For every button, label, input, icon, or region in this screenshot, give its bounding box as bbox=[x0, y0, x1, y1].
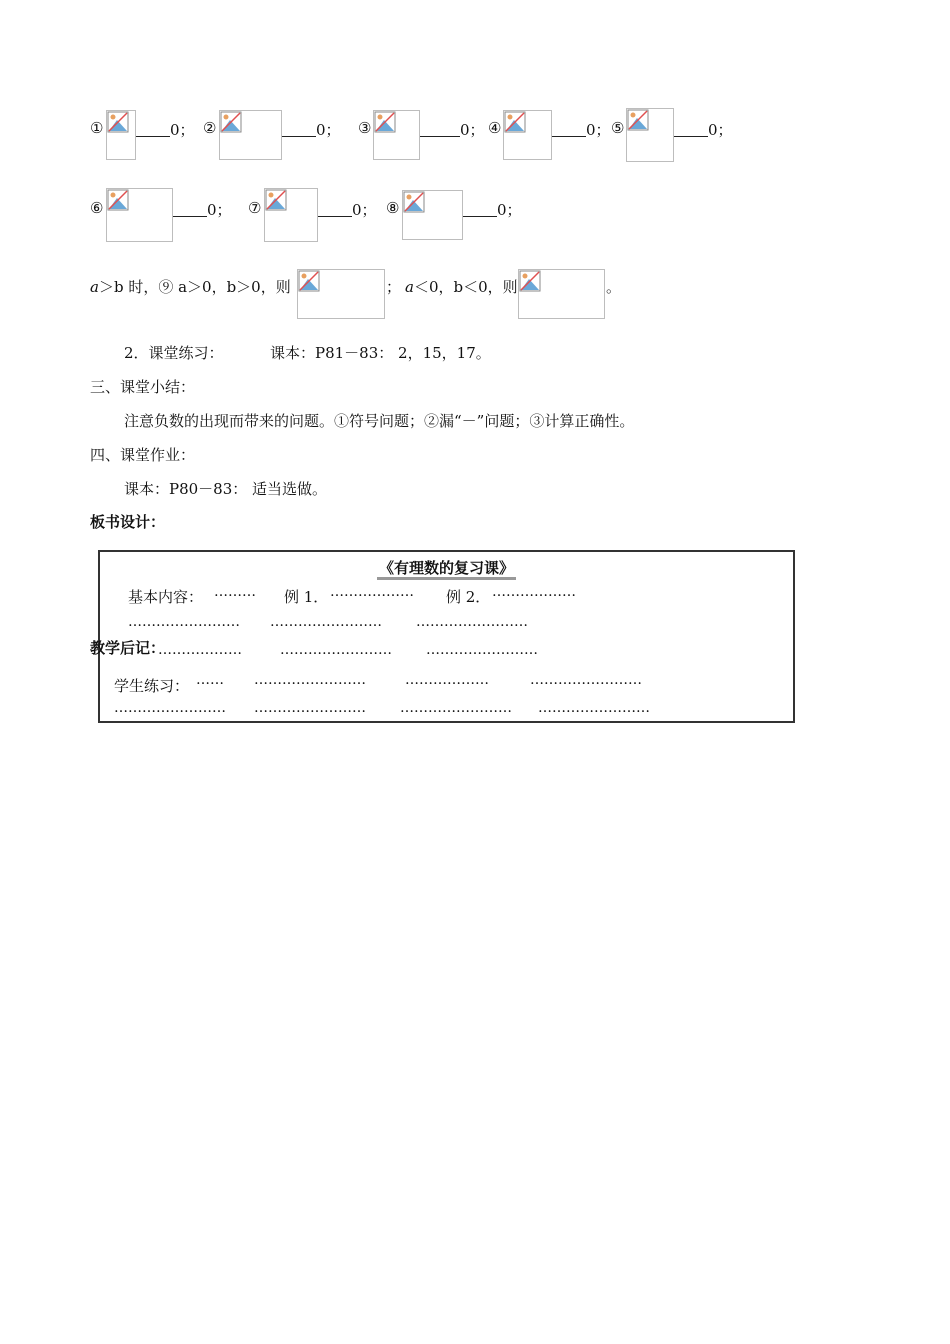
answer-blank[interactable] bbox=[173, 202, 207, 217]
summary-heading: 三、课堂小结： bbox=[90, 378, 196, 396]
answer-blank[interactable] bbox=[318, 202, 352, 217]
dots-line-5b: …………………… bbox=[254, 700, 366, 716]
answer-blank[interactable] bbox=[674, 122, 708, 137]
practice-label: 2．课堂练习： bbox=[124, 344, 224, 362]
item-num-6: ⑥ bbox=[90, 199, 104, 217]
broken-image-icon bbox=[220, 111, 242, 133]
dots-example-1: ……………… bbox=[330, 584, 414, 600]
item-num-2: ② bbox=[203, 119, 217, 137]
board-design-box bbox=[98, 550, 795, 723]
broken-image-icon bbox=[519, 270, 541, 292]
summary-content: 注意负数的出现而带来的问题。①符号问题；②漏“－”问题；③计算正确性。 bbox=[124, 412, 635, 430]
example-2-label: 例 2． bbox=[446, 588, 491, 606]
broken-image-icon bbox=[403, 191, 425, 213]
formula-image-1 bbox=[106, 110, 136, 160]
dots-line-4c: ……………… bbox=[405, 672, 489, 688]
dots-student: …… bbox=[196, 672, 224, 688]
broken-image-icon bbox=[504, 111, 526, 133]
formula-image-4 bbox=[503, 110, 552, 160]
homework-content: 课本：P80－83： 适当选做。 bbox=[124, 480, 328, 498]
item-rhs-3: 0； bbox=[460, 121, 485, 139]
item-num-7: ⑦ bbox=[248, 199, 262, 217]
dots-line-4d: …………………… bbox=[530, 672, 642, 688]
answer-blank[interactable] bbox=[282, 122, 316, 137]
item-num-1: ① bbox=[90, 119, 104, 137]
homework-heading: 四、课堂作业： bbox=[90, 446, 196, 464]
item-rhs-1: 0； bbox=[170, 121, 195, 139]
formula-image-5 bbox=[626, 108, 674, 162]
broken-image-icon bbox=[107, 189, 129, 211]
formula-image-3 bbox=[373, 110, 420, 160]
broken-image-icon bbox=[627, 109, 649, 131]
formula-image-6 bbox=[106, 188, 173, 242]
formula-image-9 bbox=[297, 269, 385, 319]
formula-image-7 bbox=[264, 188, 318, 242]
condition-negative: ＜0，b＜0，则 bbox=[413, 278, 518, 296]
item-num-8: ⑧ bbox=[386, 199, 400, 217]
item-num-3: ③ bbox=[358, 119, 372, 137]
formula-image-8 bbox=[402, 190, 463, 240]
item-rhs-2: 0； bbox=[316, 121, 341, 139]
broken-image-icon bbox=[107, 111, 129, 133]
dots-line-2b: …………………… bbox=[270, 614, 382, 630]
basic-content-label: 基本内容： bbox=[128, 588, 204, 606]
item-rhs-6: 0； bbox=[207, 201, 232, 219]
dots-line-5a: …………………… bbox=[114, 700, 226, 716]
dots-line-3c: …………………… bbox=[426, 642, 538, 658]
formula-image-2 bbox=[219, 110, 282, 160]
item-num-4: ④ bbox=[488, 119, 502, 137]
dots-basic: ……… bbox=[214, 584, 256, 600]
example-1-label: 例 1． bbox=[284, 588, 329, 606]
condition-positive: ＞b 时，⑨ a＞0，b＞0，则 bbox=[98, 278, 291, 296]
answer-blank[interactable] bbox=[136, 122, 170, 137]
answer-blank[interactable] bbox=[552, 122, 586, 137]
sentence-end: 。 bbox=[606, 278, 622, 296]
dots-line-2a: …………………… bbox=[128, 614, 240, 630]
teaching-notes-heading: 教学后记： bbox=[90, 639, 166, 657]
practice-content: 课本：P81－83： 2，15，17。 bbox=[270, 344, 491, 362]
answer-blank[interactable] bbox=[420, 122, 460, 137]
broken-image-icon bbox=[298, 270, 320, 292]
item-rhs-8: 0； bbox=[497, 201, 522, 219]
board-title: 《有理数的复习课》 bbox=[377, 559, 516, 580]
item-num-5: ⑤ bbox=[611, 119, 625, 137]
dots-line-3a: ……………… bbox=[158, 642, 242, 658]
separator: ； bbox=[386, 278, 402, 296]
dots-line-4b: …………………… bbox=[254, 672, 366, 688]
broken-image-icon bbox=[374, 111, 396, 133]
dots-line-5d: …………………… bbox=[538, 700, 650, 716]
variable-a-2: a bbox=[405, 278, 414, 296]
dots-line-2c: …………………… bbox=[416, 614, 528, 630]
item-rhs-7: 0； bbox=[352, 201, 377, 219]
broken-image-icon bbox=[265, 189, 287, 211]
item-rhs-5: 0； bbox=[708, 121, 733, 139]
answer-blank[interactable] bbox=[463, 202, 497, 217]
formula-image-10 bbox=[518, 269, 605, 319]
variable-a: a bbox=[90, 278, 99, 296]
dots-example-2: ……………… bbox=[492, 584, 576, 600]
student-practice-label: 学生练习： bbox=[114, 677, 190, 695]
dots-line-3b: …………………… bbox=[280, 642, 392, 658]
board-design-heading: 板书设计： bbox=[90, 513, 166, 531]
item-rhs-4: 0； bbox=[586, 121, 611, 139]
dots-line-5c: …………………… bbox=[400, 700, 512, 716]
